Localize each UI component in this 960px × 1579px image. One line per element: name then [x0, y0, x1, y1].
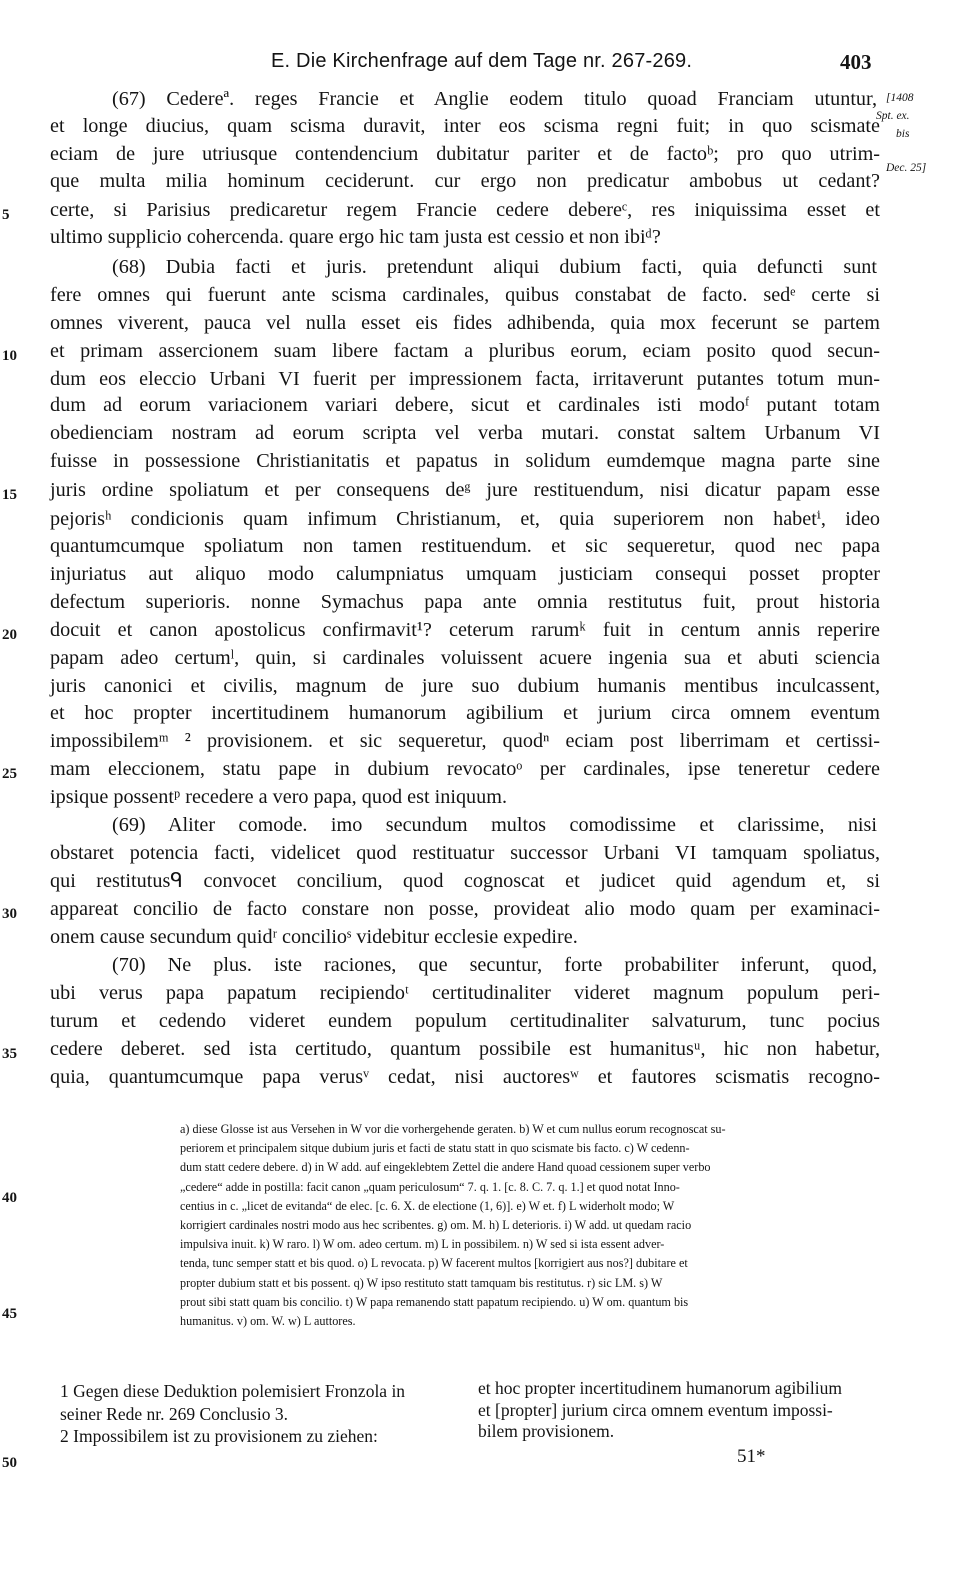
- line-number: 45: [2, 1306, 17, 1322]
- text-line: que multa milia hominum ceciderunt. cur ergo non predicatur ambobus ut cedant?: [50, 170, 880, 192]
- text-line: ipsique possentᵖ recedere a vero papa, quod est iniquum.: [50, 786, 507, 808]
- line-number: 35: [2, 1046, 17, 1062]
- text-line: ultimo supplicio cohercenda. quare ergo hic tam justa est cessio et non ibiᵈ?: [50, 226, 661, 248]
- text-line: obedienciam nostram ad eorum scripta vel verba mutari. constat saltem Urbanum VI: [50, 422, 880, 444]
- editor-note-line: et hoc propter incertitudinem humanorum agibilium: [478, 1378, 843, 1398]
- text-line: quantumcumque spoliatum non tamen restituendum. et sic sequeretur, quod nec papa: [50, 535, 880, 557]
- text-line: et longe diucius, quam scisma duravit, inter eos scisma regni fuit; in quo scismate: [50, 115, 880, 137]
- footnote-line: tenda, tunc semper statt et bis quod. o) L revocata. p) W facerent multos [korrigiert aus nos?] dubitare et: [180, 1256, 688, 1271]
- margin-date-start: [1408: [886, 92, 914, 104]
- footnote-line: periorem et principalem sitque dubium juris et facti de statu statt in quo scismate bis facto. c) W cedenn-: [180, 1141, 690, 1156]
- footnote-line: propter dubium statt et bis possent. q) W ipso restituto statt tamquam bis restitutus. r) sic LM. s) W: [180, 1275, 663, 1290]
- running-header: [0, 50, 960, 84]
- text-line: omnes viverent, pauca vel nulla esset eis fides adhibenda, quia mox fecerunt se partem: [50, 312, 880, 334]
- line-number: 15: [2, 487, 17, 503]
- text-line: pejorisʰ condicionis quam infimum Christianum, et, quia superiorem non habetⁱ, ideo: [50, 508, 880, 530]
- footnote-line: centius in c. „licet de evitanda“ de elec. [c. 6. X. de electione (1, 6)]. e) W et. f) L widerholt modo; W: [180, 1198, 675, 1213]
- line-number: 25: [2, 766, 17, 782]
- line-number: 10: [2, 348, 17, 364]
- text-line: (70) Ne plus. iste raciones, que secuntur, forte probabiliter inferunt, quod,: [112, 954, 877, 976]
- text-line: obstaret potencia facti, videlicet quod restituatur successor Urbani VI tamquam spoliatus,: [50, 842, 880, 864]
- footnote-line: dum statt cedere debere. d) in W add. auf eingeklebtem Zettel die andere Hand quoad cessionem super verbo: [180, 1160, 711, 1175]
- signature-mark: 51*: [737, 1446, 766, 1467]
- text-line: fuisse in possessione Christianitatis et papatus in solidum eumdemque magna parte sine: [50, 450, 880, 472]
- line-number: 20: [2, 627, 17, 643]
- editor-note-line: 1 Gegen diese Deduktion polemisiert Fronzola in: [60, 1381, 406, 1401]
- line-number: 40: [2, 1190, 17, 1206]
- text-line: fere omnes qui fuerunt ante scisma cardinales, quibus constabat de facto. sedᵉ certe si: [50, 284, 880, 306]
- text-line: eciam de jure utriusque contendencium dubitatur pariter et de factoᵇ; pro quo utrim-: [50, 143, 880, 165]
- footnote-line: humanitus. v) om. W. w) L auttores.: [180, 1314, 356, 1329]
- margin-date-end: Dec. 25]: [886, 162, 927, 174]
- text-line: ubi verus papa papatum recipiendoᵗ certitudinaliter videret magnum populum peri-: [50, 982, 880, 1004]
- text-line: qui restitutusᑫ convocet concilium, quod cognoscat et judicet quid agendum et, si: [50, 870, 880, 892]
- page-number: 403: [840, 50, 872, 74]
- editor-note-line: seiner Rede nr. 269 Conclusio 3.: [60, 1403, 288, 1424]
- text-line: et primam assercionem suam libere factam a pluribus eorum, eciam posito quod secun-: [50, 340, 880, 362]
- text-line: turum et cedendo videret eundem populum certitudinaliter salvaturum, tunc pocius: [50, 1010, 880, 1032]
- text-line: injuriatus aut aliquo modo calumpniatus umquam justiciam consequi posset propter: [50, 563, 880, 585]
- editor-note-line: et [propter] jurium circa omnem eventum impossi-: [478, 1399, 833, 1420]
- margin-date-range: Spt. ex.: [876, 110, 910, 122]
- editor-notes-left: [60, 1380, 460, 1448]
- text-line: cedere deberet. sed ista certitudo, quantum possibile est humanitusᵘ, hic non habetur,: [50, 1038, 880, 1060]
- text-line: onem cause secundum quidʳ concilioˢ videbitur ecclesie expedire.: [50, 926, 578, 948]
- text-line: dum eos eleccio Urbani VI fuerit per impressionem facta, irritaverunt putantes totum mun-: [50, 368, 880, 390]
- text-line: (68) Dubia facti et juris. pretendunt aliqui dubium facti, quia defuncti sunt: [112, 256, 877, 278]
- text-line: appareat concilio de facto constare non posse, provideat alio modo quam per examinaci-: [50, 898, 880, 920]
- margin-date-bis: bis: [896, 128, 910, 140]
- text-line: et hoc propter incertitudinem humanorum agibilium et jurium circa omnem eventum: [50, 702, 880, 724]
- text-line: defectum superioris. nonne Symachus papa ante omnia restitutus fuit, prout historia: [50, 591, 880, 613]
- editor-note-line: 2 Impossibilem ist zu provisionem zu ziehen:: [60, 1426, 378, 1446]
- footnote-line: „cedere“ adde in postilla: facit canon „quam periculosum“ 7. q. 1. [c. 8. C. 7. q. 1.] et quod notat Inno-: [180, 1179, 680, 1194]
- editor-notes-right: [478, 1378, 888, 1443]
- text-line: impossibilemᵐ ² provisionem. et sic sequeretur, quodⁿ eciam post liberrimam et certissi-: [50, 730, 880, 752]
- text-line: juris canonici et civilis, magnum de jure suo dubium humanis mentibus inculcassent,: [50, 675, 880, 697]
- text-line: (69) Aliter comode. imo secundum multos comodissime et clarissime, nisi: [112, 814, 877, 836]
- text-line: quia, quantumcumque papa verusᵛ cedat, nisi auctoresʷ et fautores scismatis recogno-: [50, 1066, 880, 1088]
- line-number: 50: [2, 1455, 17, 1471]
- footnote-line: korrigiert cardinales nostri modo aus hec scribentes. g) om. M. h) L deterioris. i) W add. ut quedam racio: [180, 1218, 692, 1233]
- text-line: certe, si Parisius predicaretur regem Francie cedere debereᶜ, res iniquissima esset et: [50, 199, 880, 221]
- line-number: 5: [2, 207, 10, 223]
- running-title: E. Die Kirchenfrage auf dem Tage nr. 267-269.: [271, 50, 693, 72]
- text-line: (67) Cedereª. reges Francie et Anglie eodem titulo quoad Franciam utuntur,: [112, 88, 877, 110]
- text-line: docuit et canon apostolicus confirmavit¹? ceterum rarumᵏ fuit in centum annis reperire: [50, 619, 880, 641]
- footnote-line: impulsiva inuit. k) W raro. l) W om. adeo certum. m) L in possibilem. n) W sed si ista essent adver-: [180, 1237, 665, 1252]
- footnote-line: prout sibi statt quam bis concilio. t) W papa remanendo statt papatum recipiendo. u) W om. quantum bis: [180, 1294, 689, 1309]
- text-line: papam adeo certumˡ, quin, si cardinales voluissent acuere ingenia sua et abuti sciencia: [50, 647, 880, 669]
- text-line: mam eleccionem, statu pape in dubium revocatoᵒ per cardinales, ipse teneretur cedere: [50, 758, 880, 780]
- editor-note-line: bilem provisionem.: [478, 1421, 615, 1441]
- text-line: juris ordine spoliatum et per consequens deᵍ jure restituendum, nisi dicatur papam esse: [50, 479, 880, 501]
- line-number: 30: [2, 906, 17, 922]
- critical-apparatus: [180, 1120, 880, 1331]
- text-line: dum ad eorum variacionem variari debere, sicut et cardinales isti modoᶠ putant totam: [50, 394, 880, 416]
- footnote-line: a) diese Glosse ist aus Versehen in W vor die vorhergehende geraten. b) W et cum nullus eorum recognoscat su-: [180, 1122, 726, 1136]
